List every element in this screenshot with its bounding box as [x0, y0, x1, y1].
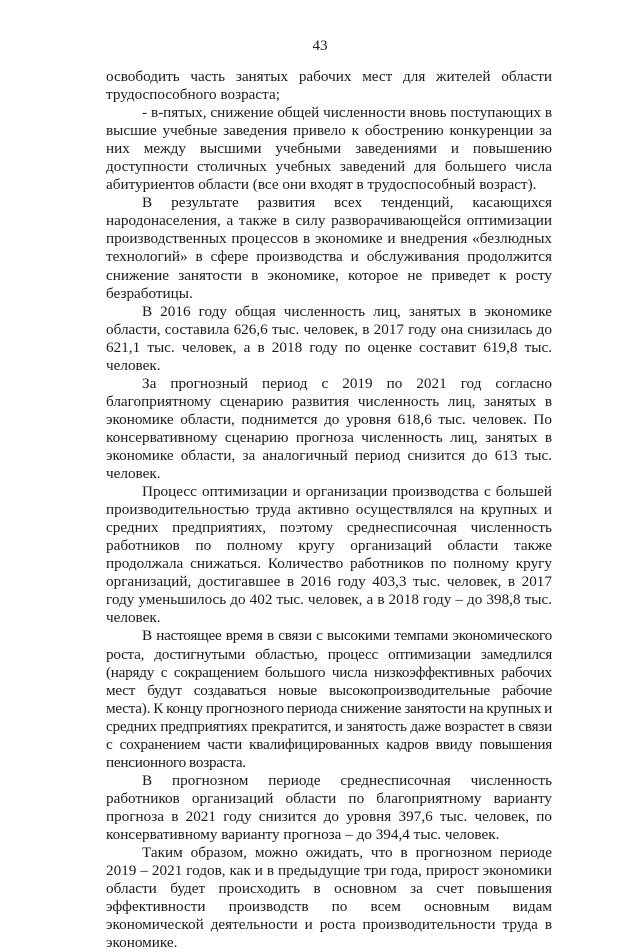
paragraph-9: Таким образом, можно ожидать, что в прогнозном периоде 2019 – 2021 годов, как и в предыдущие три года, прирост экономики области будет происходить в основном за счет повышения эффективности производств по всем основным видам экономической деятельности и роста производительности труда в экономике.: [106, 844, 552, 952]
paragraph-4: В 2016 году общая численность лиц, занятых в экономике области, составила 626,6 тыс. человек, в 2017 году она снизилась до 621,1 тыс. человек, а в 2018 году по оценке составит 619,8 тыс. человек.: [106, 302, 552, 374]
paragraph-6: Процесс оптимизации и организации производства с большей производительностью труда активно осуществлялся на крупных и средних предприятиях, поэтому среднесписочная численность работников по полному кругу организаций области также продолжала снижаться. Количество работников по полному кругу организаций, достигавшее в 2016 году 403,3 тыс. человек, в 2017 году уменьшилось до 402 тыс. человек, а в 2018 году – до 398,8 тыс. человек.: [106, 483, 552, 627]
paragraph-8: В прогнозном периоде среднесписочная численность работников организаций области по благоприятному варианту прогноза в 2021 году снизится до уровня 397,6 тыс. человек, по консервативному варианту прогноза – до 394,4 тыс. человек.: [106, 771, 552, 843]
body-text: [106, 68, 552, 952]
paragraph-7: В настоящее время в связи с высокими темпами экономического роста, достигнутыми областью, процесс оптимизации замедлился (наряду с сокращением большого числа низкоэффективных рабочих мест будут создаваться новые высокопроизводительные рабочие места). К концу прогнозного периода снижение занятости на крупных и средних предприятиях прекратится, и занятость даже возрастет в связи с сохранением части квалифицированных кадров ввиду повышения пенсионного возраста.: [106, 627, 552, 771]
paragraph-3: В результате развития всех тенденций, касающихся народонаселения, а также в силу разворачивающейся оптимизации производственных процессов в экономике и внедрения «безлюдных технологий» в сфере производства и обслуживания продолжится снижение занятости в экономике, которое не приведет к росту безработицы.: [106, 194, 552, 302]
paragraph-2: - в-пятых, снижение общей численности вновь поступающих в высшие учебные заведения привело к обострению конкуренции за них между высшими учебными заведениями и повышению доступности столичных учебных заведений для большего числа абитуриентов области (все они входят в трудоспособный возраст).: [106, 104, 552, 194]
paragraph-5: За прогнозный период с 2019 по 2021 год согласно благоприятному сценарию развития численность лиц, занятых в экономике области, поднимется до уровня 618,6 тыс. человек. По консервативному сценарию прогноза численность лиц, занятых в экономике области, за аналогичный период снизится до 613 тыс. человек.: [106, 374, 552, 483]
paragraph-1: освободить часть занятых рабочих мест для жителей области трудоспособного возраста;: [106, 68, 552, 104]
page-number: 43: [312, 38, 328, 54]
